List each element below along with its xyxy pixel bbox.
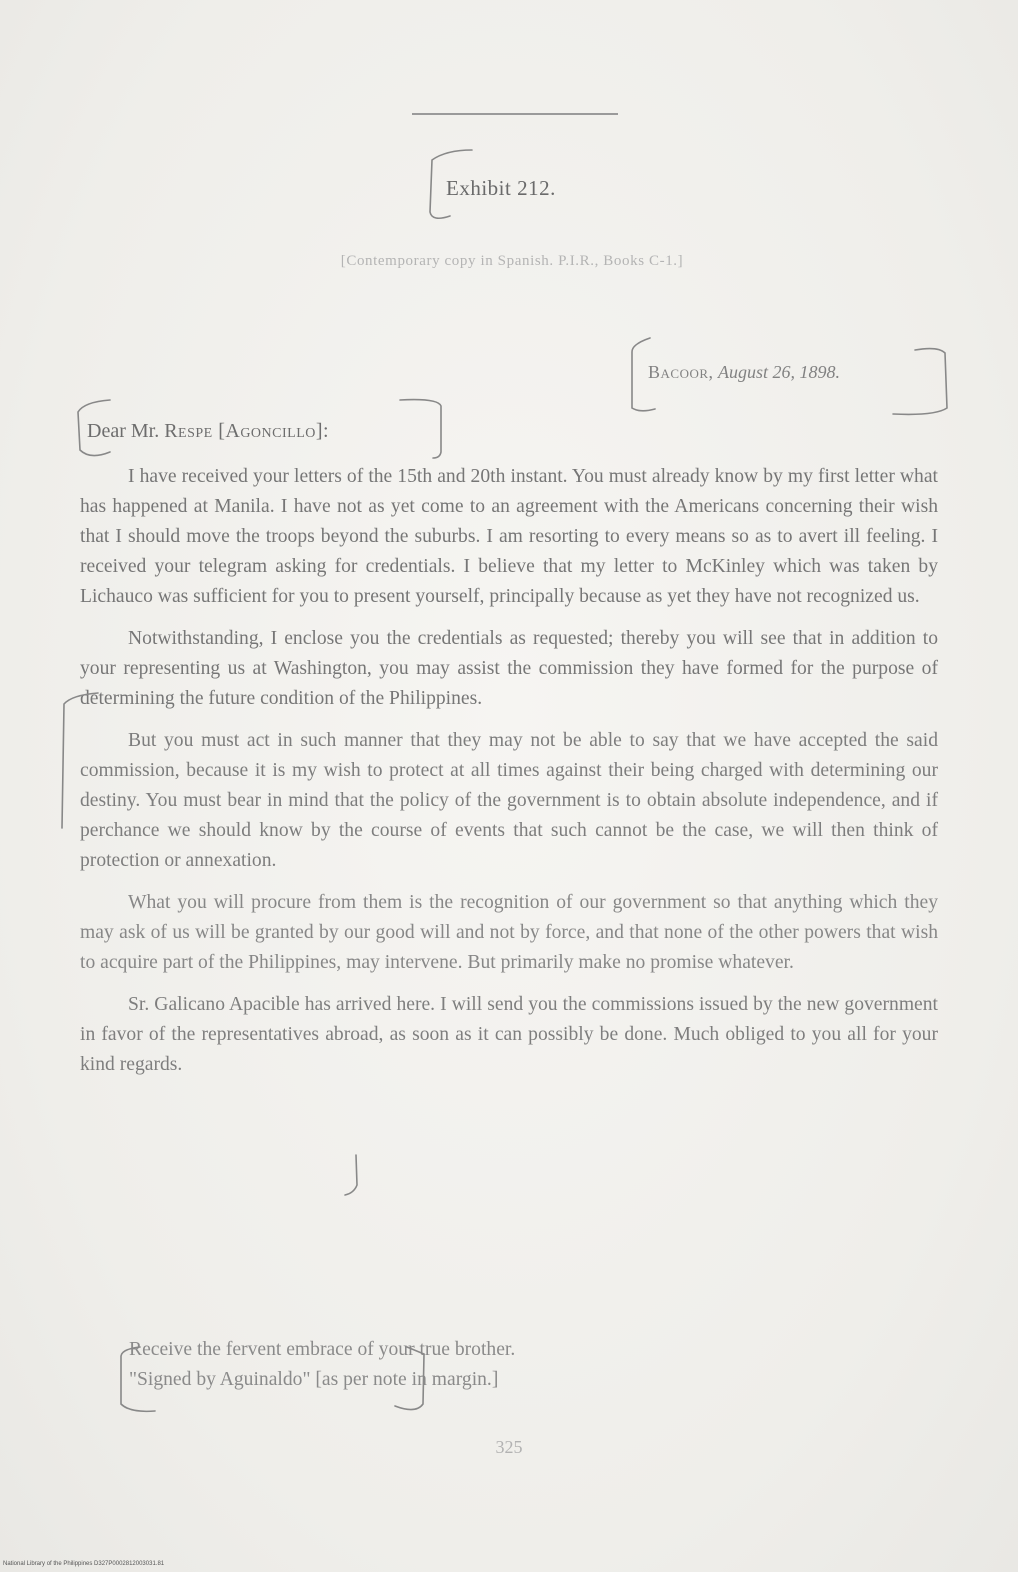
exhibit-title: Exhibit 212.: [446, 176, 556, 200]
paragraph: I have received your letters of the 15th and 20th instant. You must already know by my first letter what has happened at Manila. I have not as yet come to an agreement with the Americans concerning their wish that I should move the troops beyond the suburbs. I am resorting to every means so as to avert ill feeling. I received your telegram asking for credentials. I believe that my letter to McKinley which was taken by Lichauco was sufficient for you to present yourself, principally because as yet they have not recognized us.: [80, 466, 938, 607]
paragraph: Notwithstanding, I enclose you the credentials as requested; thereby you will see that in addition to your representing us at Washington, you may assist the commission they have formed for the purpose of determining the future condition of the Philippines.: [80, 628, 938, 709]
salutation: [87, 420, 467, 443]
source-note: [Contemporary copy in Spanish. P.I.R., Books C-1.]: [340, 253, 684, 269]
dateline-place: Bacoor,: [648, 362, 714, 382]
closing: [129, 1335, 829, 1395]
paragraph: But you must act in such manner that they may not be able to say that we have accepted the said commission, because it is my wish to protect at all times against their being charged with determining our destiny. You must bear in mind that the policy of the government is to obtain absolute independence, and if perchance we should know by the course of events that such cannot be the case, we will then think of protection or annexation.: [80, 730, 938, 871]
margin-line-inner: [345, 1155, 357, 1195]
letter-body: [80, 462, 938, 1092]
footer-credit: National Library of the Philippines D327P0002812003031.81: [3, 1561, 165, 1567]
top-rule: [412, 113, 618, 115]
salutation-name: Respe [Agoncillo]:: [164, 420, 330, 442]
dateline: [648, 362, 948, 383]
paragraph: Sr. Galicano Apacible has arrived here. I will send you the commissions issued by the new government in favor of the representatives abroad, as soon as it can possibly be done. Much obliged to you all for your kind regards.: [80, 994, 938, 1075]
signature-note: "Signed by Aguinaldo" [as per note in margin.]: [129, 1369, 499, 1390]
page-number: 325: [495, 1437, 523, 1457]
salutation-prefix: Dear Mr.: [87, 420, 160, 442]
closing-line: Receive the fervent embrace of your true brother.: [129, 1339, 516, 1360]
dateline-date: August 26, 1898.: [718, 362, 841, 382]
paragraph: What you will procure from them is the recognition of our government so that anything which they may ask of us will be granted by our good will and not by force, and that none of the other powers that wish to acquire part of the Philippines, may intervene. But primarily make no promise whatever.: [80, 892, 938, 973]
